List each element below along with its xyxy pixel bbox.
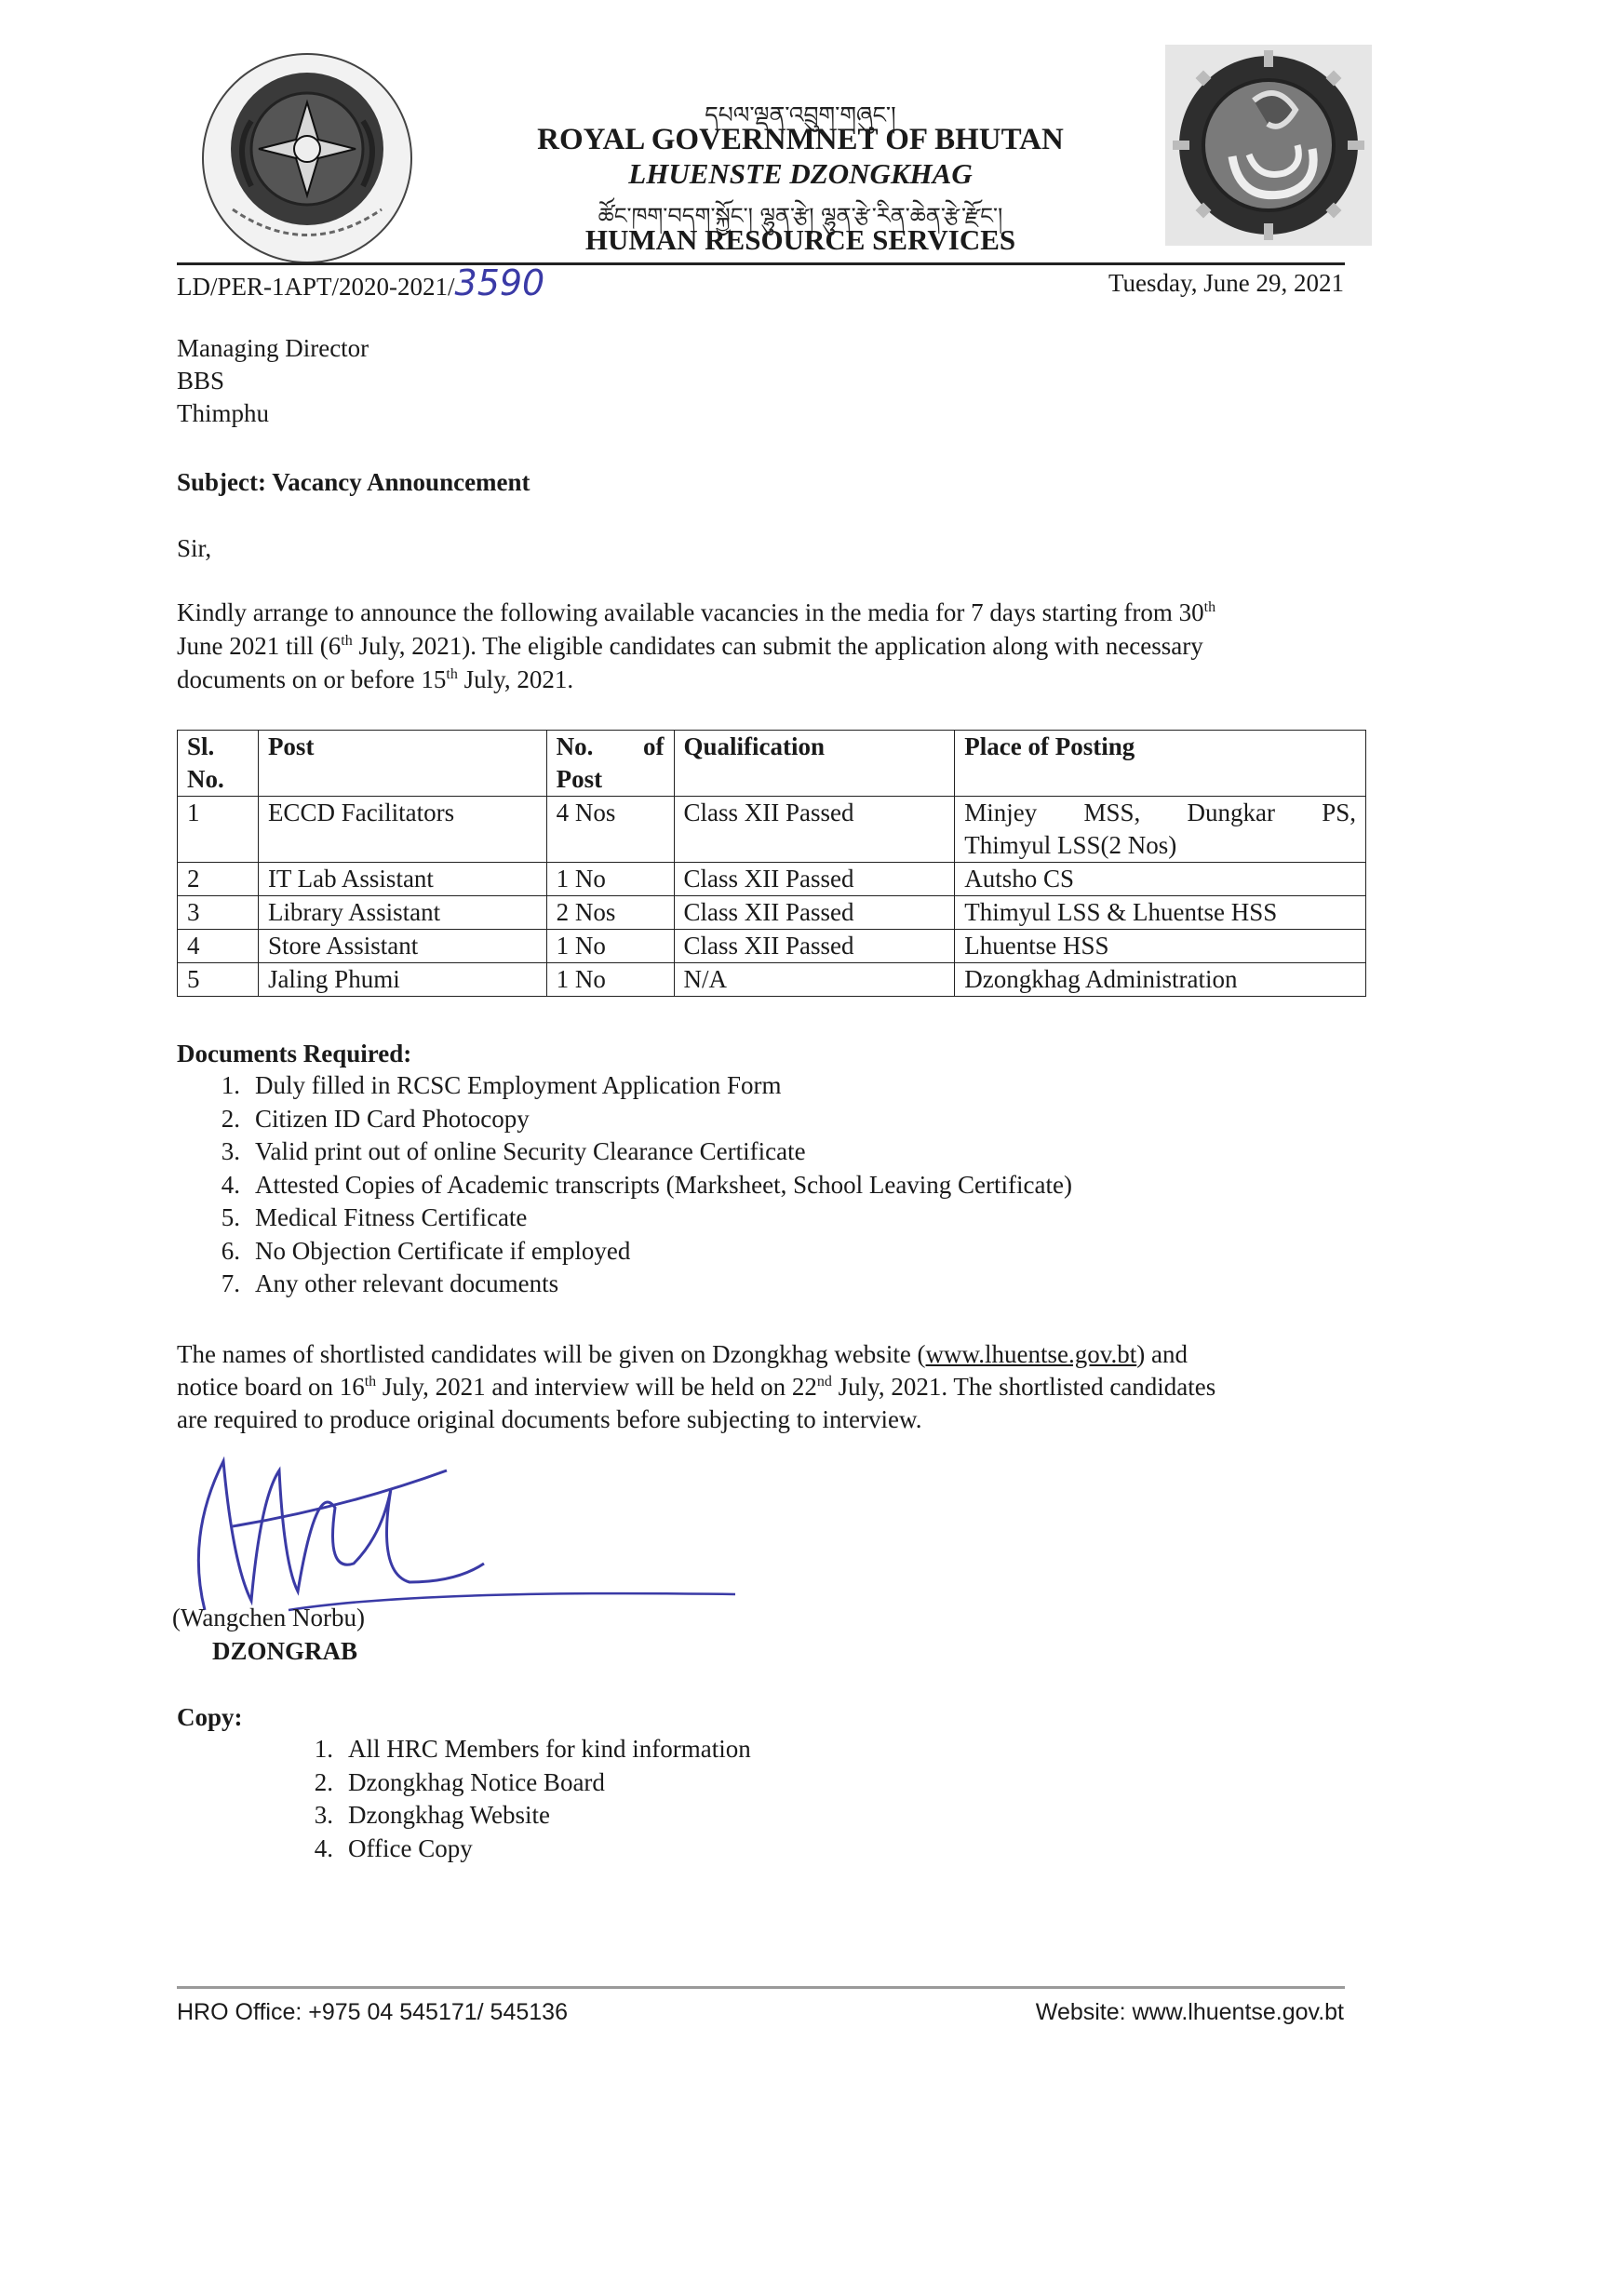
footer-divider — [177, 1986, 1345, 1989]
header-tibetan-subtitle: ཚོང་ཁག་བདག་སྐྱོང་། ལྷུན་རྩེ། ལྷུན་རྩེ་རིན་ཆེན་རྩེ་རྫོང་། — [598, 203, 1003, 229]
col-post: Post — [258, 731, 546, 797]
reference-printed: LD/PER-1APT/2020-2021/ — [177, 273, 455, 301]
salutation: Sir, — [177, 534, 212, 562]
list-item: 4. Office Copy — [314, 1833, 473, 1862]
table-row: 3 Library Assistant 2 Nos Class XII Passed Thimyul LSS & Lhuentse HSS — [178, 896, 1366, 930]
reference-handwritten: 3590 — [454, 262, 545, 303]
signature — [177, 1424, 754, 1629]
list-item: 1. All HRC Members for kind information — [314, 1735, 751, 1763]
header-tibetan-title: དཔལ་ལྡན་འབྲུག་གཞུང་། — [705, 101, 896, 128]
list-item: 2. Dzongkhag Notice Board — [314, 1767, 605, 1796]
body-line-1: Kindly arrange to announce the following available vacancies in the media for 7 days starting from 30th — [177, 598, 1216, 626]
col-qualification: Qualification — [674, 731, 955, 797]
recipient-line-2: BBS — [177, 367, 225, 395]
table-row: 5 Jaling Phumi 1 No N/A Dzongkhag Administration — [178, 963, 1366, 997]
header-title: ROYAL GOVERNMNET OF BHUTAN — [537, 123, 1064, 156]
list-item: 6. No Objection Certificate if employed — [221, 1236, 631, 1265]
col-place-of-posting: Place of Posting — [955, 731, 1366, 797]
list-item: 3. Dzongkhag Website — [314, 1801, 551, 1829]
closing-line-3: are required to produce original documents before subjecting to interview. — [177, 1405, 922, 1433]
body-line-2: June 2021 till (6th July, 2021). The eligible candidates can submit the application along with necessary — [177, 632, 1203, 660]
recipient-line-3: Thimphu — [177, 399, 269, 427]
header-department: HUMAN RESOURCE SERVICES — [584, 223, 1016, 256]
list-item: 4. Attested Copies of Academic transcripts (Marksheet, School Leaving Certificate) — [221, 1170, 1072, 1199]
col-sl-no: Sl. No. — [178, 731, 259, 797]
header-divider — [177, 262, 1345, 265]
list-item: 7. Any other relevant documents — [221, 1269, 559, 1297]
signatory-title: DZONGRAB — [212, 1637, 358, 1665]
closing-line-1: The names of shortlisted candidates will be given on Dzongkhag website (www.lhuentse.gov.bt) and — [177, 1340, 1188, 1368]
col-no-of-post: No. of Post — [546, 731, 674, 797]
letter-date: Tuesday, June 29, 2021 — [1108, 269, 1344, 297]
website-link[interactable]: www.lhuentse.gov.bt — [925, 1340, 1137, 1368]
reference-number — [177, 262, 545, 303]
vacancy-table — [177, 730, 1366, 997]
list-item: 1. Duly filled in RCSC Employment Application Form — [221, 1071, 782, 1099]
copy-title: Copy: — [177, 1703, 243, 1731]
table-row: 1 ECCD Facilitators 4 Nos Class XII Passed Minjey MSS, Dungkar PS, Thimyul LSS(2 Nos) — [178, 797, 1366, 863]
table-row: 4 Store Assistant 1 No Class XII Passed Lhuentse HSS — [178, 930, 1366, 963]
copy-list — [294, 1733, 751, 1865]
list-item: 2. Citizen ID Card Photocopy — [221, 1104, 530, 1133]
recipient-line-1: Managing Director — [177, 334, 369, 362]
body-line-3: documents on or before 15th July, 2021. — [177, 665, 574, 693]
signatory-name: (Wangchen Norbu) — [172, 1604, 365, 1631]
table-row: 2 IT Lab Assistant 1 No Class XII Passed Autsho CS — [178, 863, 1366, 896]
documents-title: Documents Required: — [177, 1040, 412, 1067]
table-header-row — [178, 731, 1366, 797]
footer-website: Website: www.lhuentse.gov.bt — [1035, 1999, 1344, 2025]
documents-list — [201, 1069, 1072, 1301]
subject-line: Subject: Vacancy Announcement — [177, 468, 530, 496]
footer-phone: HRO Office: +975 04 545171/ 545136 — [177, 1999, 568, 2025]
list-item: 5. Medical Fitness Certificate — [221, 1203, 528, 1231]
list-item: 3. Valid print out of online Security Clearance Certificate — [221, 1137, 806, 1165]
closing-line-2: notice board on 16th July, 2021 and interview will be held on 22nd July, 2021. The shortlisted candidates — [177, 1373, 1216, 1401]
header-dzongkhag: LHUENSTE DZONGKHAG — [628, 157, 973, 190]
